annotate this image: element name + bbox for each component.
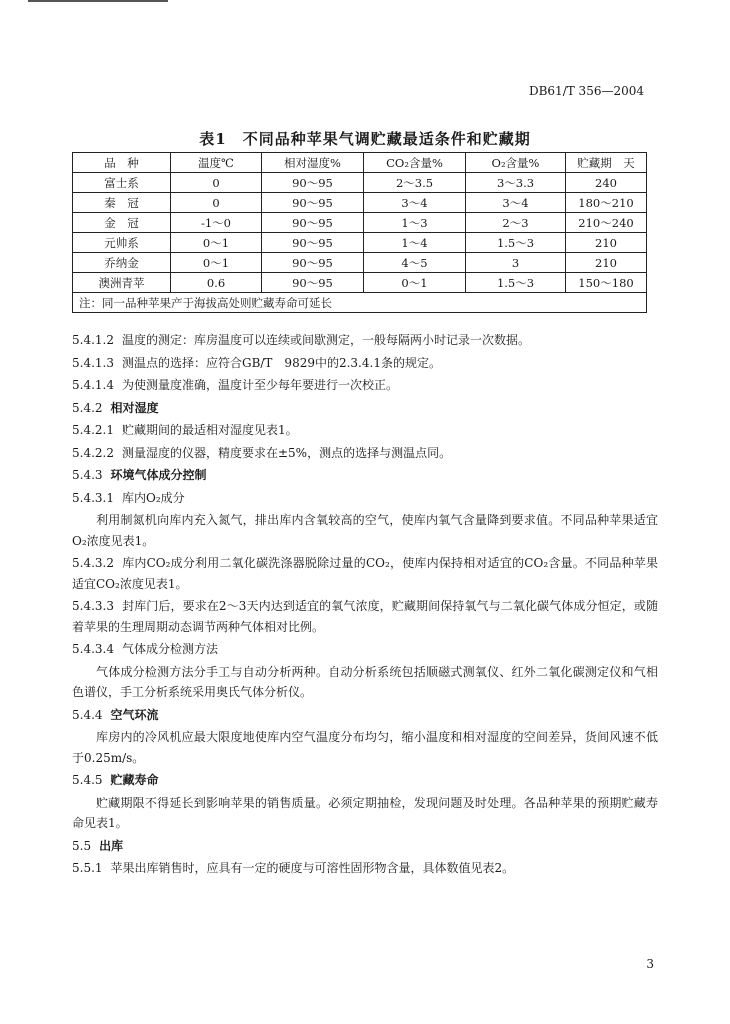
clause-text: 为使测量度准确，温度计至少每年要进行一次校正。 — [121, 378, 398, 392]
table-cell: 3 — [466, 253, 566, 273]
clause-number: 5.4.1.2 — [72, 333, 114, 347]
table-cell: 0～1 — [364, 273, 466, 293]
table-cell: 2～3.5 — [364, 173, 466, 193]
clause-text: 库内O₂成分 — [121, 490, 185, 505]
table-note: 注：同一品种苹果产于海拔高处则贮藏寿命可延长 — [73, 293, 647, 313]
clause-5-4-4 — [72, 705, 658, 726]
table-cell: 90～95 — [262, 173, 364, 193]
clause-number: 5.4.2.2 — [72, 445, 114, 460]
clause-number: 5.4.3.2 — [72, 556, 114, 570]
storage-conditions-table — [72, 152, 647, 313]
table-header-cell: 品 种 — [73, 153, 171, 173]
clause-text: 库内CO₂成分利用二氧化碳洗涤器脱除过量的CO₂，使库内保持相对适宜的CO₂含量。不同品种苹果适宜CO₂浓度见表1。 — [72, 556, 658, 591]
clause-number: 5.5 — [72, 838, 92, 853]
clause-text: 空气环流 — [110, 707, 159, 722]
clause-text: 库房内的冷风机应最大限度地使库内空气温度分布均匀，缩小温度和相对湿度的空间差异，货间风速不低于0.25m/s。 — [72, 730, 658, 765]
table-header-cell: CO₂含量% — [364, 153, 466, 173]
clause-text: 贮藏期间的最适相对湿度见表1。 — [121, 423, 298, 437]
table-row — [73, 193, 647, 213]
clause-5-5-1 — [72, 858, 658, 879]
clause-text: 测量湿度的仪器，精度要求在±5%，测点的选择与测温点同。 — [121, 445, 452, 460]
top-rule — [28, 0, 168, 2]
clause-5-4-3-2 — [72, 553, 658, 594]
clause-text: 温度的测定：库房温度可以连续或间歇测定，一般每隔两小时记录一次数据。 — [121, 333, 530, 347]
clause-text: 出库 — [99, 838, 124, 853]
table-row — [73, 253, 647, 273]
clause-number: 5.4.2 — [72, 400, 103, 415]
table-cell: 0 — [171, 173, 262, 193]
table-header-cell: 温度℃ — [171, 153, 262, 173]
table-cell: 3～4 — [364, 193, 466, 213]
clause-number: 5.4.3.3 — [72, 599, 114, 613]
clause-5-4-2-2 — [72, 443, 658, 464]
clause-text: 测温点的选择：应符合GB/T 9829中的2.3.4.1条的规定。 — [121, 355, 441, 370]
table-cell: 90～95 — [262, 233, 364, 253]
table-cell: 0 — [171, 193, 262, 213]
table-cell: 90～95 — [262, 273, 364, 293]
clause-text: 环境气体成分控制 — [110, 468, 207, 482]
clause-body — [72, 662, 658, 703]
table-cell: 210 — [566, 233, 647, 253]
page-number: 3 — [646, 957, 654, 971]
clause-text: 苹果出库销售时，应具有一定的硬度与可溶性固形物含量，具体数值见表2。 — [110, 861, 515, 875]
table-cell: 180～210 — [566, 193, 647, 213]
clause-5-4-1-4 — [72, 375, 658, 396]
clause-number: 5.4.5 — [72, 773, 103, 787]
table-cell: 1.5～3 — [466, 273, 566, 293]
table-cell: 3～4 — [466, 193, 566, 213]
clause-5-4-3-4 — [72, 639, 658, 660]
clause-text: 气体成分检测方法分手工与自动分析两种。自动分析系统包括顺磁式测氧仪、红外二氧化碳测定仪和气相色谱仪，手工分析系统采用奥氏气体分析仪。 — [72, 664, 658, 699]
table-header-row — [73, 153, 647, 173]
table-cell: 210 — [566, 253, 647, 273]
clause-5-4-5 — [72, 770, 658, 791]
clause-5-4-3-3 — [72, 596, 658, 637]
clause-5-4-1-3 — [72, 353, 658, 374]
clause-number: 5.4.1.4 — [72, 378, 114, 392]
table-cell: 秦 冠 — [73, 193, 171, 213]
table-row — [73, 173, 647, 193]
table-cell: 0～1 — [171, 253, 262, 273]
clause-number: 5.4.3 — [72, 468, 103, 482]
clause-number: 5.4.1.3 — [72, 355, 114, 370]
clause-number: 5.4.2.1 — [72, 423, 114, 437]
table-cell: 澳洲青苹 — [73, 273, 171, 293]
table-cell: 1.5～3 — [466, 233, 566, 253]
table-header-cell: 贮藏期 天 — [566, 153, 647, 173]
table-note-row — [73, 293, 647, 313]
clause-body — [72, 510, 658, 551]
table-cell: 1～3 — [364, 213, 466, 233]
table-cell: 150～180 — [566, 273, 647, 293]
table-cell: 金 冠 — [73, 213, 171, 233]
clause-5-4-2 — [72, 398, 658, 419]
table-header-cell: 相对湿度% — [262, 153, 364, 173]
clause-5-5 — [72, 836, 658, 857]
doc-code: DB61/T 356—2004 — [528, 84, 644, 98]
table-row — [73, 273, 647, 293]
clause-text: 气体成分检测方法 — [121, 642, 218, 656]
table-cell: 富士系 — [73, 173, 171, 193]
clause-body — [72, 793, 658, 834]
table-cell: 元帅系 — [73, 233, 171, 253]
table-row — [73, 233, 647, 253]
clause-number: 5.5.1 — [72, 861, 103, 875]
clause-body — [72, 727, 658, 768]
body-text — [72, 330, 658, 881]
table-header-cell: O₂含量% — [466, 153, 566, 173]
table-cell: 3～3.3 — [466, 173, 566, 193]
table-cell: 0.6 — [171, 273, 262, 293]
table-cell: 90～95 — [262, 193, 364, 213]
clause-number: 5.4.3.1 — [72, 490, 114, 505]
clause-text: 贮藏期限不得延长到影响苹果的销售质量。必须定期抽检，发现问题及时处理。各品种苹果的预期贮藏寿命见表1。 — [72, 795, 658, 830]
clause-5-4-2-1 — [72, 420, 658, 441]
clause-text: 相对湿度 — [110, 400, 159, 415]
table-cell: 0～1 — [171, 233, 262, 253]
table-title: 表1 不同品种苹果气调贮藏最适条件和贮藏期 — [199, 130, 531, 148]
clause-5-4-3 — [72, 465, 658, 486]
table-cell: 90～95 — [262, 253, 364, 273]
table-cell: 210～240 — [566, 213, 647, 233]
clause-5-4-1-2 — [72, 330, 658, 351]
table-cell: 240 — [566, 173, 647, 193]
clause-text: 封库门后，要求在2～3天内达到适宜的氧气浓度，贮藏期间保持氧气与二氧化碳气体成分恒定，或随着苹果的生理周期动态调节两种气体相对比例。 — [72, 599, 658, 634]
clause-5-4-3-1 — [72, 488, 658, 509]
clause-text: 贮藏寿命 — [110, 773, 159, 787]
clause-number: 5.4.3.4 — [72, 642, 114, 656]
table-cell: 2～3 — [466, 213, 566, 233]
clause-number: 5.4.4 — [72, 707, 103, 722]
table-cell: -1～0 — [171, 213, 262, 233]
clause-text: 利用制氮机向库内充入氮气，排出库内含氧较高的空气，使库内氧气含量降到要求值。不同品种苹果适宜O₂浓度见表1。 — [72, 513, 658, 548]
table-row — [73, 213, 647, 233]
table-cell: 1～4 — [364, 233, 466, 253]
table-cell: 4～5 — [364, 253, 466, 273]
table-cell: 乔纳金 — [73, 253, 171, 273]
table-cell: 90～95 — [262, 213, 364, 233]
